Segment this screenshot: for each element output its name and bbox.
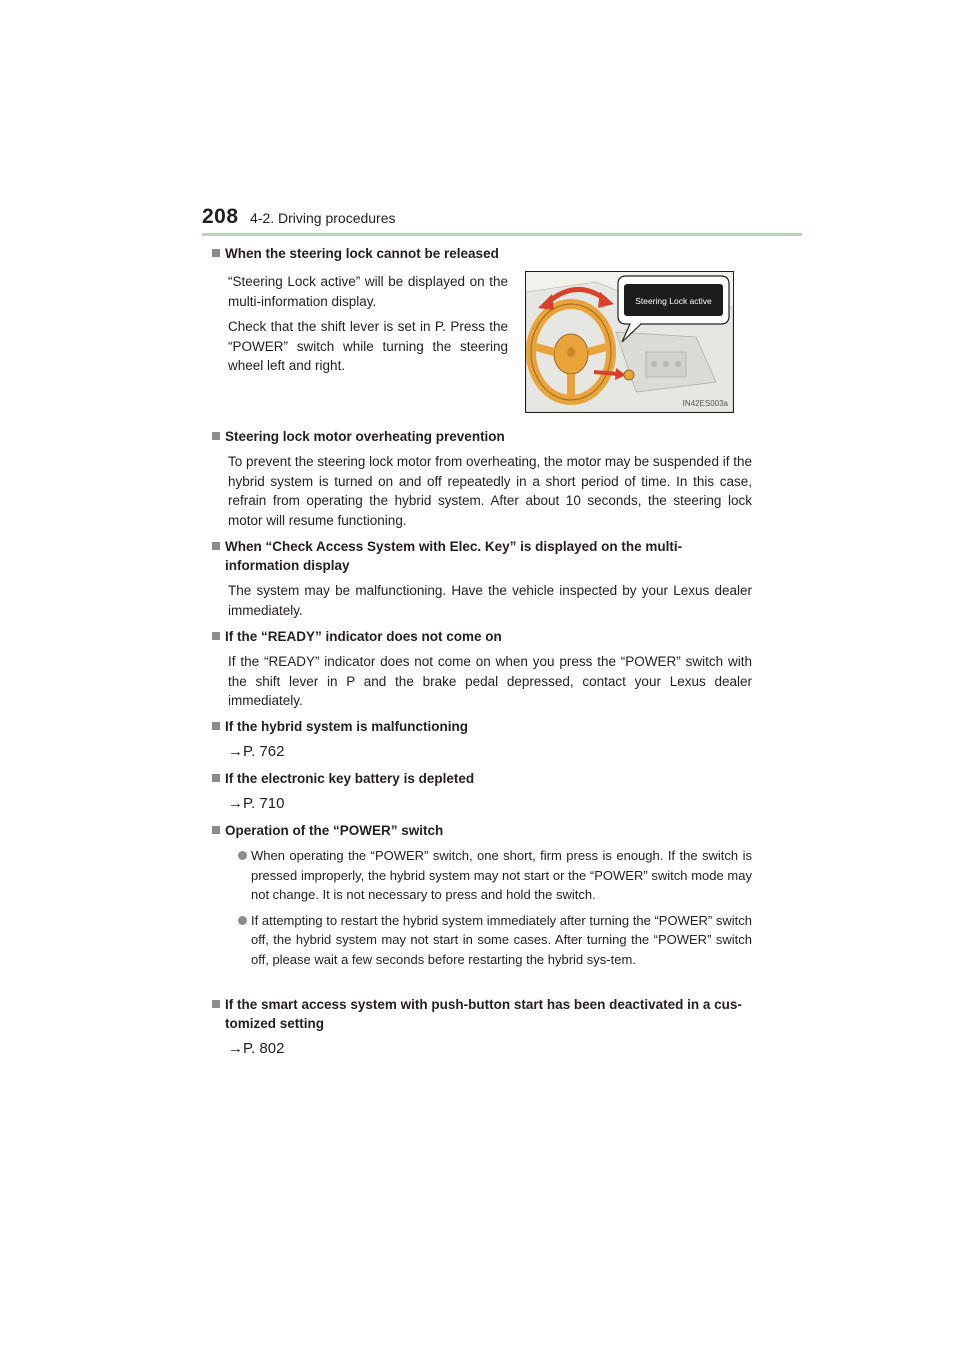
section-check-access-system <box>212 537 752 620</box>
page-reference: →P. 802 <box>228 1040 285 1057</box>
section-key-battery-depleted <box>212 769 752 814</box>
square-bullet-icon <box>212 542 220 550</box>
section-heading: If the “READY” indicator does not come on <box>225 629 502 644</box>
section-heading: When “Check Access System with Elec. Key” is displayed on the multi-information display <box>225 539 683 573</box>
section-title: 4-2. Driving procedures <box>250 210 396 226</box>
bullet-text: When operating the “POWER” switch, one short, firm press is enough. If the switch is pressed improperly, the hybrid system may not start or the “POWER” switch mode may not change. It is not necessary to press and hold the switch. <box>251 848 752 902</box>
round-bullet-icon <box>238 851 247 860</box>
section-heading: Operation of the “POWER” switch <box>225 823 444 838</box>
section-overheating-prevention <box>212 427 752 530</box>
section-heading: If the electronic key battery is depleted <box>225 771 475 786</box>
section-steering-lock-release <box>212 244 752 376</box>
page-reference: →P. 710 <box>228 795 285 812</box>
header-rule <box>202 233 802 236</box>
section-smart-access-deactivated <box>212 995 752 1059</box>
list-item <box>238 911 752 970</box>
section-ready-indicator <box>212 627 752 711</box>
square-bullet-icon <box>212 632 220 640</box>
square-bullet-icon <box>212 432 220 440</box>
paragraph: To prevent the steering lock motor from overheating, the motor may be suspended if the hybrid system is turned on and off repeatedly in a short period of time. In this case, refrain from operating the hybrid system. After about 10 seconds, the steering lock motor will resume functioning. <box>228 454 752 528</box>
list-item <box>238 846 752 905</box>
paragraph: “Steering Lock active” will be displayed on the multi-information display. <box>228 274 508 309</box>
square-bullet-icon <box>212 1000 220 1008</box>
section-heading: Steering lock motor overheating prevention <box>225 429 505 444</box>
page-number: 208 <box>202 205 239 228</box>
section-heading: When the steering lock cannot be released <box>225 246 499 261</box>
section-power-switch-operation <box>212 821 752 969</box>
square-bullet-icon <box>212 774 220 782</box>
paragraph: Check that the shift lever is set in P. Press the “POWER” switch while turning the steering wheel left and right. <box>228 319 508 373</box>
page-reference: →P. 762 <box>228 743 285 760</box>
square-bullet-icon <box>212 722 220 730</box>
bullet-text: If attempting to restart the hybrid system immediately after turning the “POWER” switch off, the hybrid system may not start in some cases. After turning the “POWER” switch off, please wait a few seconds before restarting the hybrid sys-tem. <box>251 912 752 967</box>
figure-code: IN42ES003a <box>682 399 728 408</box>
square-bullet-icon <box>212 826 220 834</box>
square-bullet-icon <box>212 249 220 257</box>
section-heading: If the hybrid system is malfunctioning <box>225 719 469 734</box>
section-hybrid-malfunction <box>212 717 752 762</box>
round-bullet-icon <box>238 916 247 925</box>
paragraph: The system may be malfunctioning. Have the vehicle inspected by your Lexus dealer immediately. <box>228 583 752 618</box>
header-bar <box>202 205 802 235</box>
section-heading: If the smart access system with push-button start has been deactivated in a cus-tomized setting <box>225 997 742 1031</box>
display-message: Steering Lock active <box>635 296 712 306</box>
paragraph: If the “READY” indicator does not come on when you press the “POWER” switch with the shift lever in P and the brake pedal depressed, contact your Lexus dealer immediately. <box>228 654 752 708</box>
